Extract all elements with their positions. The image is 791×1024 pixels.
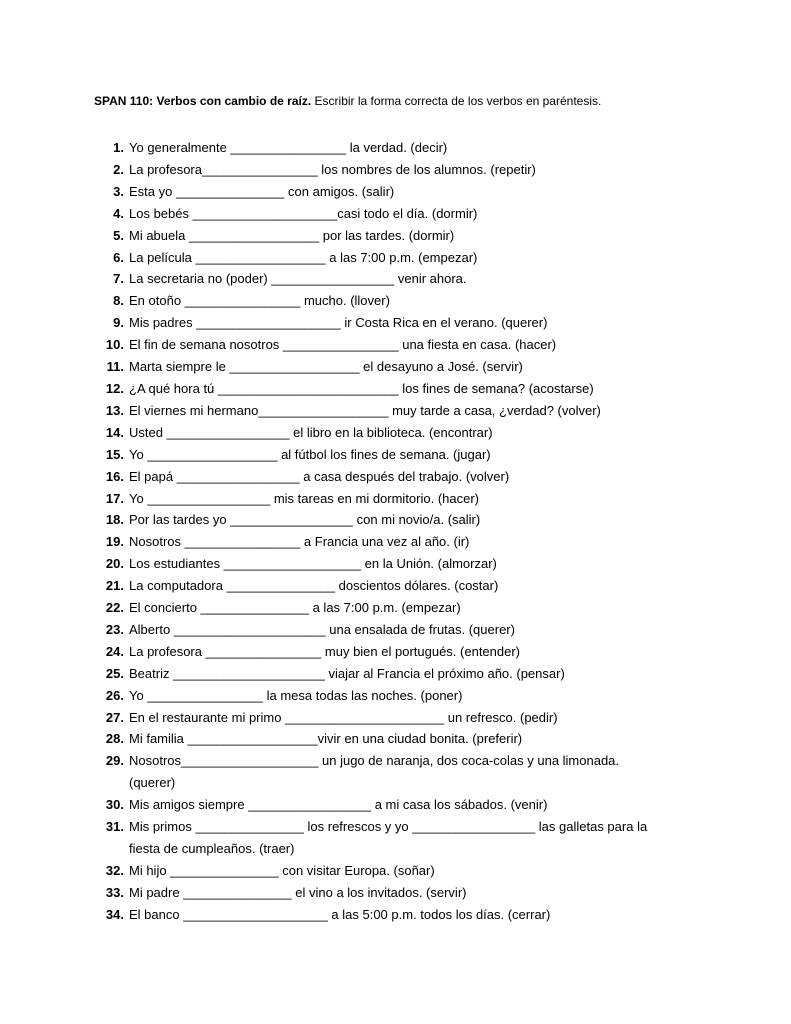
exercise-sentence: Mis primos _______________ los refrescos y yo _________________ las galletas para la [129, 819, 648, 835]
exercise-text [124, 334, 556, 356]
exercise-item [96, 575, 696, 597]
exercise-text [124, 225, 454, 247]
exercise-item [96, 290, 696, 312]
exercise-text [124, 663, 565, 685]
exercise-text [124, 685, 462, 707]
exercise-number: 18. [105, 512, 124, 528]
exercise-text [124, 553, 497, 575]
exercise-number: 30. [105, 797, 124, 813]
exercise-text [124, 159, 536, 181]
exercise-number: 1. [113, 140, 124, 155]
exercise-text [124, 290, 390, 312]
exercise-text [124, 466, 509, 488]
exercise-item [96, 225, 696, 247]
exercise-item [96, 181, 696, 203]
worksheet-header [94, 93, 601, 109]
exercise-sentence: Por las tardes yo _________________ con mi novio/a. (salir) [129, 512, 481, 528]
exercise-text [124, 728, 522, 750]
exercise-sentence: Mi hijo _______________ con visitar Europa. (soñar) [129, 862, 435, 878]
exercise-item [96, 400, 696, 422]
exercise-text [124, 597, 461, 619]
exercise-sentence: Nosotros ________________ a Francia una vez al año. (ir) [129, 534, 470, 550]
exercise-item [96, 728, 696, 750]
exercise-item [96, 685, 696, 707]
exercise-item [96, 816, 696, 860]
exercise-number: 31. [105, 819, 124, 835]
exercise-sentence: Mis padres ____________________ ir Costa Rica en el verano. (querer) [129, 315, 548, 331]
exercise-item [96, 378, 696, 400]
exercise-number: 33. [105, 884, 124, 900]
exercise-number: 19. [105, 534, 124, 550]
exercise-text [124, 378, 594, 400]
exercise-text [124, 203, 477, 225]
exercise-number: 17. [105, 490, 124, 506]
exercise-sentence: Usted _________________ el libro en la biblioteca. (encontrar) [129, 424, 493, 440]
exercise-sentence: La profesora ________________ muy bien el portugués. (entender) [129, 643, 521, 659]
exercise-text [124, 619, 515, 641]
exercise-item [96, 531, 696, 553]
exercise-number: 21. [105, 578, 124, 594]
exercise-text [124, 750, 619, 794]
exercise-sentence: El viernes mi hermano__________________ muy tarde a casa, ¿verdad? (volver) [129, 402, 601, 418]
exercise-number: 8. [113, 293, 124, 309]
exercise-number: 26. [105, 687, 124, 703]
exercise-sentence-continued: fiesta de cumpleaños. (traer) [129, 841, 295, 856]
exercise-item [96, 597, 696, 619]
exercise-number: 23. [105, 621, 124, 637]
instructions: Escribir la forma correcta de los verbos en paréntesis. [314, 94, 602, 108]
exercise-item [96, 488, 696, 510]
exercise-sentence: Alberto _____________________ una ensalada de frutas. (querer) [129, 621, 515, 637]
exercise-item [96, 794, 696, 816]
exercise-sentence: La profesora________________ los nombres de los alumnos. (repetir) [129, 161, 536, 177]
exercise-item [96, 750, 696, 794]
exercise-number: 29. [105, 753, 124, 769]
course-title: SPAN 110: Verbos con cambio de raíz. [94, 94, 312, 108]
exercise-text [124, 247, 477, 269]
exercise-sentence: Mi abuela __________________ por las tardes. (dormir) [129, 227, 455, 243]
exercise-sentence: Yo generalmente ________________ la verdad. (decir) [129, 140, 448, 155]
exercise-text [124, 422, 493, 444]
exercise-sentence: El papá _________________ a casa después del trabajo. (volver) [129, 468, 510, 484]
exercise-sentence: Mis amigos siempre _________________ a mi casa los sábados. (venir) [129, 797, 548, 813]
exercise-number: 20. [105, 556, 124, 572]
exercise-text [124, 707, 558, 729]
exercise-number: 27. [105, 709, 124, 725]
exercise-text [124, 816, 647, 860]
exercise-number: 16. [105, 468, 124, 484]
exercise-sentence: Yo _________________ mis tareas en mi dormitorio. (hacer) [129, 490, 480, 506]
exercise-number: 5. [113, 227, 124, 243]
exercise-number: 7. [113, 271, 124, 287]
exercise-text [124, 575, 498, 597]
exercise-number: 10. [105, 337, 124, 353]
exercise-item [96, 247, 696, 269]
exercise-text [124, 531, 469, 553]
exercise-number: 34. [105, 906, 124, 922]
exercise-sentence: La película __________________ a las 7:00 p.m. (empezar) [129, 249, 478, 265]
exercise-number: 2. [113, 161, 124, 177]
exercise-sentence: Mi familia __________________vivir en una ciudad bonita. (preferir) [129, 731, 523, 747]
exercise-sentence: La secretaria no (poder) _________________ venir ahora. [129, 271, 467, 287]
exercise-text [124, 794, 547, 816]
exercise-sentence: La computadora _______________ doscientos dólares. (costar) [129, 578, 499, 594]
exercise-item [96, 619, 696, 641]
exercise-item [96, 312, 696, 334]
exercise-sentence: Marta siempre le __________________ el desayuno a José. (servir) [129, 359, 523, 375]
exercise-number: 28. [105, 731, 124, 747]
exercise-text [124, 860, 435, 882]
exercise-item [96, 707, 696, 729]
exercise-item [96, 159, 696, 181]
exercise-item [96, 422, 696, 444]
exercise-text [124, 312, 547, 334]
exercise-sentence: El fin de semana nosotros ________________ una fiesta en casa. (hacer) [129, 337, 557, 353]
exercise-sentence: En otoño ________________ mucho. (llover) [129, 293, 390, 309]
exercise-number: 14. [105, 424, 124, 440]
exercise-number: 3. [113, 183, 124, 199]
exercise-sentence: Nosotros___________________ un jugo de naranja, dos coca-colas y una limonada. [129, 753, 620, 769]
exercise-text [124, 137, 447, 159]
exercise-sentence: El concierto _______________ a las 7:00 p.m. (empezar) [129, 600, 461, 616]
exercise-number: 22. [105, 600, 124, 616]
exercise-item [96, 663, 696, 685]
exercise-item [96, 334, 696, 356]
exercise-text [124, 882, 466, 904]
exercise-text [124, 509, 480, 531]
exercise-text [124, 444, 491, 466]
exercise-item [96, 904, 696, 926]
exercise-number: 32. [105, 862, 124, 878]
exercise-item [96, 268, 696, 290]
exercise-number: 25. [105, 665, 124, 681]
exercise-item [96, 641, 696, 663]
exercise-sentence: ¿A qué hora tú _________________________ los fines de semana? (acostarse) [129, 380, 594, 396]
exercise-sentence: Los bebés ____________________casi todo el día. (dormir) [129, 205, 478, 221]
exercise-list [96, 137, 696, 926]
exercise-item [96, 137, 696, 159]
exercise-sentence: Yo __________________ al fútbol los fines de semana. (jugar) [129, 446, 491, 462]
exercise-number: 4. [113, 205, 124, 221]
exercise-text [124, 488, 479, 510]
exercise-item [96, 466, 696, 488]
exercise-text [124, 641, 520, 663]
exercise-number: 24. [105, 643, 124, 659]
exercise-sentence: Mi padre _______________ el vino a los invitados. (servir) [129, 884, 467, 900]
exercise-item [96, 356, 696, 378]
exercise-text [124, 904, 550, 926]
exercise-text [124, 356, 523, 378]
exercise-item [96, 509, 696, 531]
exercise-sentence: Yo ________________ la mesa todas las noches. (poner) [129, 687, 463, 703]
exercise-item [96, 553, 696, 575]
exercise-number: 13. [105, 402, 124, 418]
exercise-sentence-continued: (querer) [129, 775, 176, 791]
exercise-item [96, 860, 696, 882]
exercise-sentence: Beatriz _____________________ viajar al Francia el próximo año. (pensar) [129, 665, 565, 681]
exercise-text [124, 400, 601, 422]
exercise-number: 6. [113, 249, 124, 265]
exercise-sentence: En el restaurante mi primo ______________________ un refresco. (pedir) [129, 709, 558, 725]
exercise-item [96, 203, 696, 225]
exercise-number: 11. [106, 359, 124, 375]
exercise-text [124, 181, 394, 203]
exercise-sentence: Los estudiantes ___________________ en la Unión. (almorzar) [129, 556, 497, 572]
exercise-text [124, 268, 467, 290]
exercise-number: 12. [105, 380, 124, 396]
exercise-number: 15. [105, 446, 124, 462]
exercise-number: 9. [113, 315, 124, 331]
exercise-item [96, 444, 696, 466]
exercise-sentence: Esta yo _______________ con amigos. (salir) [129, 183, 395, 199]
exercise-item [96, 882, 696, 904]
exercise-sentence: El banco ____________________ a las 5:00 p.m. todos los días. (cerrar) [129, 906, 551, 922]
